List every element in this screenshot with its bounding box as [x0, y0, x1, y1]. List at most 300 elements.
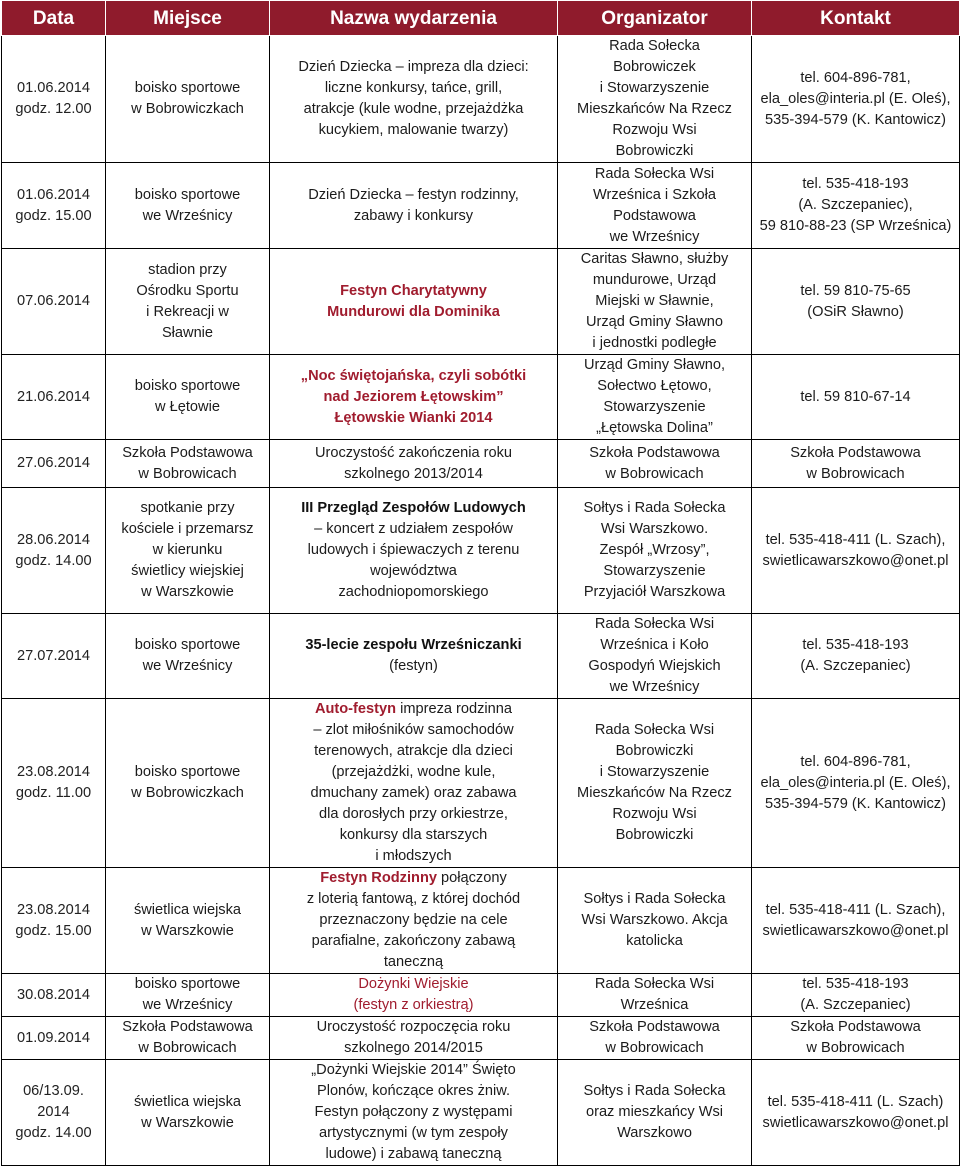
cell-line [273, 656, 554, 677]
cell-text: w Warszkowie [141, 922, 234, 939]
event-cell [270, 974, 558, 1017]
date-cell [2, 163, 106, 249]
cell-text: w Bobrowicach [605, 1040, 704, 1056]
cell-text: boisko sportowe [134, 80, 241, 96]
cell-line [273, 846, 554, 867]
cell-line [561, 889, 748, 910]
cell-text: Uroczystość zakończenia roku [314, 444, 513, 461]
cell-line [273, 825, 554, 846]
cell-text: „Noc świętojańska, czyli sobótki [300, 367, 527, 384]
cell-text: tel. 59 810-75-65 [800, 282, 911, 299]
cell-text: parafialne, zakończony zabawą [311, 933, 516, 949]
cell-text: Szkoła Podstawowa [589, 1019, 720, 1035]
cell-text: w Bobrowicach [138, 465, 237, 482]
cell-line [5, 646, 102, 667]
cell-line [109, 1092, 266, 1113]
cell-text: 01.06.2014 [16, 186, 91, 203]
event-cell [270, 249, 558, 355]
cell-text: Zespół „Wrzosy”, [599, 542, 710, 558]
contact-cell [752, 614, 960, 699]
cell-text: Rada Sołecka [609, 38, 700, 54]
cell-text: ela_oles@interia.pl (E. Oleś), [760, 90, 951, 107]
contact-cell [752, 1017, 960, 1060]
cell-line [561, 656, 748, 677]
cell-line [273, 302, 554, 323]
cell-text: świetlica wiejska [133, 901, 242, 918]
cell-text: III Przegląd Zespołów Ludowych [301, 500, 526, 516]
cell-line [5, 387, 102, 408]
cell-text: 06/13.09. [23, 1083, 84, 1099]
cell-text: Sołtys i Rada Sołecka [583, 500, 726, 516]
cell-line [109, 443, 266, 464]
cell-line [5, 291, 102, 312]
cell-line [561, 1017, 748, 1038]
cell-line [755, 110, 956, 131]
cell-line [755, 900, 956, 921]
contact-cell [752, 699, 960, 868]
cell-text: Rada Sołecka Wsi [594, 165, 715, 182]
cell-line [755, 443, 956, 464]
cell-line [273, 281, 554, 302]
cell-line [109, 1113, 266, 1134]
cell-text: Bobrowiczki [615, 143, 694, 159]
cell-line [273, 57, 554, 78]
cell-line [561, 120, 748, 141]
table-row [2, 614, 960, 699]
cell-line [755, 1017, 956, 1038]
cell-text: (festyn) [389, 658, 438, 674]
cell-text: „Dożynki Wiejskie 2014” Święto [311, 1062, 516, 1078]
cell-text: tel. 535-418-411 (L. Szach) [767, 1093, 944, 1110]
cell-line [561, 519, 748, 540]
cell-line [755, 281, 956, 302]
cell-text: w Bobrowicach [806, 1040, 905, 1056]
cell-line [561, 995, 748, 1016]
cell-line [273, 185, 554, 206]
cell-text: – zlot miłośników samochodów [313, 722, 514, 738]
cell-line [5, 185, 102, 206]
organizer-cell [558, 163, 752, 249]
cell-line [273, 974, 554, 995]
cell-line [561, 376, 748, 397]
cell-line [273, 804, 554, 825]
cell-line [5, 1028, 102, 1049]
cell-line [109, 995, 266, 1016]
cell-text: Wrześnica [620, 997, 689, 1013]
cell-text: Rada Sołecka Wsi [594, 616, 715, 632]
cell-line [273, 206, 554, 227]
event-cell [270, 1060, 558, 1166]
cell-text: i Rekreacji w [146, 303, 229, 320]
cell-text: swietlicawarszkowo@onet.pl [762, 922, 949, 939]
cell-text: szkolnego 2014/2015 [344, 1040, 483, 1056]
cell-line [273, 720, 554, 741]
cell-text: i Stowarzyszenie [599, 80, 710, 96]
cell-text: terenowych, atrakcje dla dzieci [314, 743, 513, 759]
date-cell [2, 249, 106, 355]
cell-text: województwa [370, 563, 457, 579]
cell-line [109, 281, 266, 302]
cell-line [561, 741, 748, 762]
place-cell [106, 1017, 270, 1060]
cell-line [561, 249, 748, 270]
cell-line [755, 68, 956, 89]
cell-text: (A. Szczepaniec) [800, 997, 911, 1013]
table-row [2, 974, 960, 1017]
table-row [2, 440, 960, 488]
cell-text: 59 810-88-23 (SP Wrześnica) [759, 218, 952, 234]
cell-line [109, 582, 266, 603]
cell-text: godz. 14.00 [15, 552, 92, 569]
date-cell [2, 488, 106, 614]
cell-line [109, 635, 266, 656]
cell-line [109, 900, 266, 921]
date-cell [2, 36, 106, 163]
cell-line [561, 418, 748, 439]
date-cell [2, 614, 106, 699]
cell-text: Wrześnica i Szkoła [592, 186, 716, 203]
cell-text-tail: połączony [436, 870, 507, 886]
place-cell [106, 163, 270, 249]
cell-line [273, 1017, 554, 1038]
cell-line [109, 78, 266, 99]
contact-cell [752, 36, 960, 163]
cell-line [561, 397, 748, 418]
cell-text: Szkoła Podstawowa [122, 444, 253, 461]
cell-line [561, 57, 748, 78]
cell-text: Rada Sołecka Wsi [594, 976, 715, 992]
contact-cell [752, 355, 960, 440]
event-cell [270, 699, 558, 868]
cell-text: 27.07.2014 [16, 647, 91, 664]
cell-text: Rada Sołecka Wsi [594, 722, 715, 738]
cell-line [273, 995, 554, 1016]
cell-text: swietlicawarszkowo@onet.pl [762, 1114, 949, 1131]
cell-text: konkursy dla starszych [339, 827, 488, 843]
cell-line [273, 561, 554, 582]
table-row [2, 1060, 960, 1166]
cell-text: tel. 535-418-193 [802, 976, 909, 992]
cell-line [273, 498, 554, 519]
cell-line [109, 762, 266, 783]
cell-text: godz. 12.00 [15, 101, 92, 117]
cell-line [273, 783, 554, 804]
cell-text: liczne konkursy, tańce, grill, [324, 80, 503, 96]
cell-line [109, 376, 266, 397]
cell-text: Urząd Gminy Sławno [585, 314, 724, 330]
date-cell [2, 355, 106, 440]
cell-text: mundurowe, Urząd [592, 272, 717, 288]
cell-line [5, 551, 102, 572]
place-cell [106, 355, 270, 440]
cell-text: dmuchany zamek) oraz zabawa [310, 785, 517, 801]
cell-line [755, 216, 956, 237]
cell-text: Szkoła Podstawowa [790, 1019, 921, 1035]
table-row [2, 699, 960, 868]
cell-text: tel. 604-896-781, [800, 69, 911, 86]
cell-line [273, 762, 554, 783]
cell-line [5, 921, 102, 942]
cell-text: atrakcje (kule wodne, przejażdżka [303, 101, 524, 117]
table-row [2, 36, 960, 163]
cell-text: ludowych i śpiewaczych z terenu [307, 542, 520, 558]
cell-line [5, 530, 102, 551]
date-cell [2, 440, 106, 488]
cell-text: i jednostki podległe [592, 335, 717, 351]
cell-line [561, 1102, 748, 1123]
event-cell [270, 355, 558, 440]
cell-line [109, 921, 266, 942]
cell-text: Mieszkańców Na Rzecz [577, 785, 732, 801]
cell-text: Gospodyń Wiejskich [588, 658, 721, 674]
organizer-cell [558, 699, 752, 868]
table-row [2, 355, 960, 440]
cell-text: Szkoła Podstawowa [790, 444, 921, 461]
cell-line [5, 985, 102, 1006]
event-cell [270, 868, 558, 974]
cell-line [561, 635, 748, 656]
cell-line [561, 931, 748, 952]
contact-cell [752, 488, 960, 614]
cell-line [273, 635, 554, 656]
cell-line [561, 910, 748, 931]
cell-text: Sławnie [161, 324, 214, 341]
cell-line [755, 995, 956, 1016]
cell-text: katolicka [626, 933, 683, 949]
cell-line [5, 1081, 102, 1102]
cell-text: boisko sportowe [134, 976, 241, 992]
cell-text: (festyn z orkiestrą) [353, 997, 474, 1013]
cell-line[interactable] [755, 551, 956, 572]
cell-text: we Wrześnicy [609, 679, 700, 695]
cell-text: swietlicawarszkowo@onet.pl [762, 552, 949, 569]
cell-text: godz. 14.00 [15, 1125, 92, 1141]
cell-text: Dzień Dziecka – festyn rodzinny, [308, 186, 519, 203]
cell-line [561, 1038, 748, 1059]
place-cell [106, 1060, 270, 1166]
cell-line[interactable] [755, 1113, 956, 1134]
cell-text: spotkanie przy [140, 500, 235, 516]
cell-line [561, 720, 748, 741]
cell-text: (A. Szczepaniec), [798, 197, 913, 213]
cell-line [109, 974, 266, 995]
cell-line [109, 185, 266, 206]
cell-text: 23.08.2014 [16, 901, 91, 918]
cell-line [755, 464, 956, 485]
cell-text: stadion przy [148, 261, 227, 278]
cell-text: Mundurowi dla Dominika [327, 303, 500, 320]
place-cell [106, 440, 270, 488]
table-row [2, 1017, 960, 1060]
cell-line [561, 1123, 748, 1144]
header-place: Miejsce [106, 1, 270, 36]
cell-line [561, 333, 748, 354]
cell-text-tail: impreza rodzinna [396, 701, 513, 717]
cell-line [755, 174, 956, 195]
place-cell [106, 249, 270, 355]
cell-line [273, 931, 554, 952]
cell-text: Festyn połączony z występami [314, 1104, 513, 1120]
cell-line [5, 1123, 102, 1144]
contact-cell [752, 868, 960, 974]
cell-line[interactable] [755, 89, 956, 110]
cell-text: Stowarzyszenie [603, 563, 706, 579]
cell-line [273, 443, 554, 464]
cell-line [561, 614, 748, 635]
cell-line [561, 540, 748, 561]
table-row [2, 868, 960, 974]
cell-text: świetlica wiejska [133, 1093, 242, 1110]
cell-text: przeznaczony będzie na cele [319, 912, 508, 928]
cell-text: w Bobrowicach [806, 465, 905, 482]
cell-text: w Warszkowie [141, 1114, 234, 1131]
cell-text: boisko sportowe [134, 186, 241, 203]
cell-line [561, 498, 748, 519]
cell-text: Wsi Warszkowo. [600, 521, 709, 537]
cell-line [109, 99, 266, 120]
cell-text: ludowe) i zabawą taneczną [325, 1146, 502, 1162]
cell-text: Urząd Gminy Sławno, [583, 357, 726, 373]
cell-text: 27.06.2014 [16, 455, 91, 471]
cell-text: (A. Szczepaniec) [800, 658, 911, 674]
cell-line [109, 302, 266, 323]
cell-line [561, 443, 748, 464]
cell-text: kucykiem, malowanie twarzy) [318, 122, 509, 138]
organizer-cell [558, 974, 752, 1017]
cell-text: we Wrześnicy [609, 228, 700, 245]
cell-line [561, 312, 748, 333]
cell-text: ela_oles@interia.pl (E. Oleś), [760, 774, 951, 791]
cell-text: Caritas Sławno, służby [580, 251, 729, 267]
cell-line [273, 699, 554, 720]
cell-line [561, 783, 748, 804]
contact-cell [752, 974, 960, 1017]
date-cell [2, 1017, 106, 1060]
cell-line [755, 752, 956, 773]
cell-line [5, 453, 102, 474]
cell-line [561, 206, 748, 227]
cell-line [755, 656, 956, 677]
cell-line [561, 99, 748, 120]
cell-line [109, 561, 266, 582]
cell-line [273, 540, 554, 561]
cell-line [273, 1123, 554, 1144]
cell-line [755, 302, 956, 323]
organizer-cell [558, 355, 752, 440]
cell-text: Szkoła Podstawowa [589, 444, 720, 461]
table-row [2, 488, 960, 614]
cell-text: zachodniopomorskiego [338, 584, 489, 600]
cell-text: (OSiR Sławno) [807, 303, 904, 320]
cell-text: Rozwoju Wsi [612, 806, 697, 822]
cell-line [755, 974, 956, 995]
cell-line [273, 910, 554, 931]
cell-line [755, 530, 956, 551]
cell-line [561, 164, 748, 185]
cell-line [5, 762, 102, 783]
cell-line [109, 260, 266, 281]
cell-text: zabawy i konkursy [353, 207, 474, 224]
cell-line[interactable] [755, 773, 956, 794]
cell-text: w Bobrowiczkach [131, 785, 244, 801]
cell-text: tel. 535-418-193 [802, 176, 909, 192]
place-cell [106, 488, 270, 614]
date-cell [2, 974, 106, 1017]
cell-text: Przyjaciół Warszkowa [583, 584, 726, 600]
organizer-cell [558, 249, 752, 355]
cell-line [273, 99, 554, 120]
cell-text: Bobrowiczki [615, 743, 694, 759]
cell-text: tel. 535-418-411 (L. Szach), [765, 901, 946, 918]
cell-line [755, 635, 956, 656]
cell-line [561, 185, 748, 206]
table-row [2, 249, 960, 355]
cell-line [561, 762, 748, 783]
place-cell [106, 868, 270, 974]
cell-text: taneczną [383, 954, 444, 970]
cell-text: godz. 15.00 [15, 922, 92, 939]
place-cell [106, 974, 270, 1017]
cell-line [5, 99, 102, 120]
cell-text: we Wrześnicy [142, 658, 233, 674]
cell-text: Dożynki Wiejskie [358, 976, 469, 992]
header-contact: Kontakt [752, 1, 960, 36]
cell-line [561, 291, 748, 312]
cell-text: Festyn Charytatywny [340, 282, 487, 299]
cell-line [755, 1038, 956, 1059]
cell-text: Stowarzyszenie [603, 399, 706, 415]
cell-line [755, 387, 956, 408]
cell-line [273, 408, 554, 429]
cell-line [561, 804, 748, 825]
cell-text: świetlicy wiejskiej [131, 563, 244, 579]
contact-cell [752, 249, 960, 355]
cell-line [561, 582, 748, 603]
date-cell [2, 868, 106, 974]
cell-text: 23.08.2014 [16, 764, 91, 780]
cell-line [273, 387, 554, 408]
cell-text: Ośrodku Sportu [136, 282, 239, 299]
cell-text: oraz mieszkańcy Wsi [585, 1104, 724, 1120]
cell-line [561, 227, 748, 248]
cell-text: Miejski w Sławnie, [595, 293, 714, 309]
cell-line[interactable] [755, 921, 956, 942]
cell-line [5, 78, 102, 99]
place-cell [106, 699, 270, 868]
organizer-cell [558, 488, 752, 614]
date-cell [2, 1060, 106, 1166]
cell-text: 01.09.2014 [16, 1029, 91, 1046]
cell-text: Warszkowo [617, 1125, 692, 1141]
organizer-cell [558, 868, 752, 974]
cell-text: tel. 535-418-193 [802, 637, 909, 653]
cell-text: szkolnego 2013/2014 [344, 465, 483, 482]
cell-line [273, 889, 554, 910]
cell-text: w Łętowie [155, 399, 220, 415]
cell-text: kościele i przemarsz [121, 521, 254, 537]
cell-line [561, 78, 748, 99]
cell-line [109, 498, 266, 519]
cell-text: tel. 604-896-781, [800, 753, 911, 770]
cell-text: tel. 59 810-67-14 [800, 388, 911, 405]
cell-line [273, 1102, 554, 1123]
cell-line [5, 206, 102, 227]
cell-line [273, 952, 554, 973]
cell-line [273, 78, 554, 99]
cell-line [273, 1081, 554, 1102]
cell-text: w Bobrowiczkach [131, 101, 244, 117]
cell-text: – koncert z udziałem zespołów [314, 521, 513, 537]
